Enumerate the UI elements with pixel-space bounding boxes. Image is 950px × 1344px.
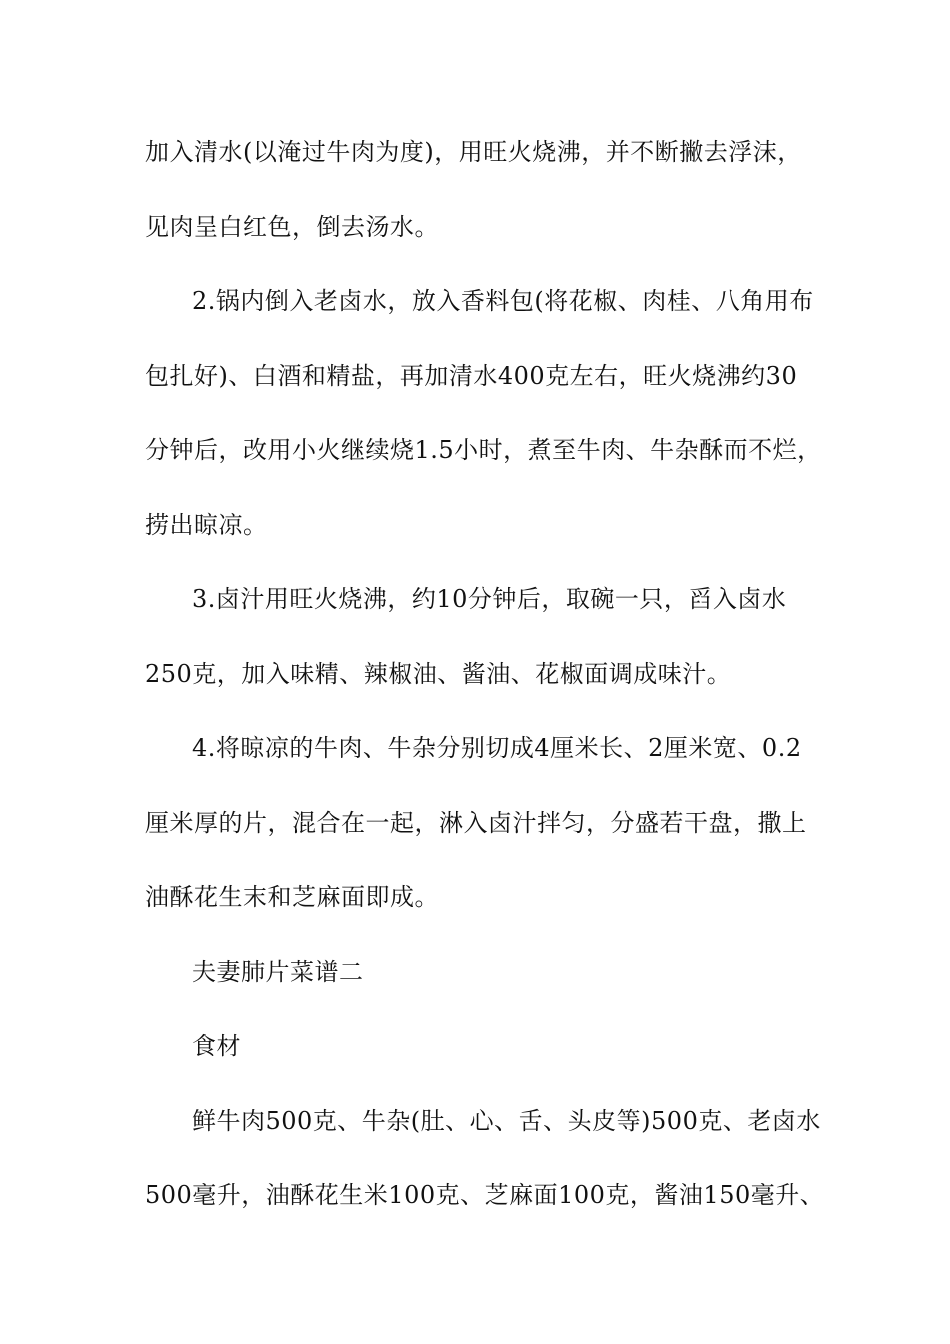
step-4-line: 4.将晾凉的牛肉、牛杂分别切成4厘米长、2厘米宽、0.2 [192,734,802,762]
paragraph-line: 见肉呈白红色，倒去汤水。 [145,213,439,241]
paragraph-line: 250克，加入味精、辣椒油、酱油、花椒面调成味汁。 [145,660,732,688]
step-2-line: 2.锅内倒入老卤水，放入香料包(将花椒、肉桂、八角用布 [192,287,814,315]
subheading-ingredients: 食材 [192,1032,241,1060]
paragraph-line: 包扎好)、白酒和精盐，再加清水400克左右，旺火烧沸约30 [145,362,798,390]
paragraph-line: 加入清水(以淹过牛肉为度)，用旺火烧沸，并不断撇去浮沫， [145,138,802,166]
step-3-line: 3.卤汁用旺火烧沸，约10分钟后，取碗一只，舀入卤水 [192,585,787,613]
ingredients-line: 500毫升，油酥花生米100克、芝麻面100克，酱油150毫升、 [145,1181,825,1209]
paragraph-line: 捞出晾凉。 [145,511,268,539]
paragraph-line: 厘米厚的片，混合在一起，淋入卤汁拌匀，分盛若干盘，撒上 [145,809,807,837]
ingredients-line: 鲜牛肉500克、牛杂(肚、心、舌、头皮等)500克、老卤水 [192,1107,821,1135]
section-heading: 夫妻肺片菜谱二 [192,958,364,986]
paragraph-line: 油酥花生末和芝麻面即成。 [145,883,439,911]
paragraph-line: 分钟后，改用小火继续烧1.5小时，煮至牛肉、牛杂酥而不烂， [145,436,822,464]
